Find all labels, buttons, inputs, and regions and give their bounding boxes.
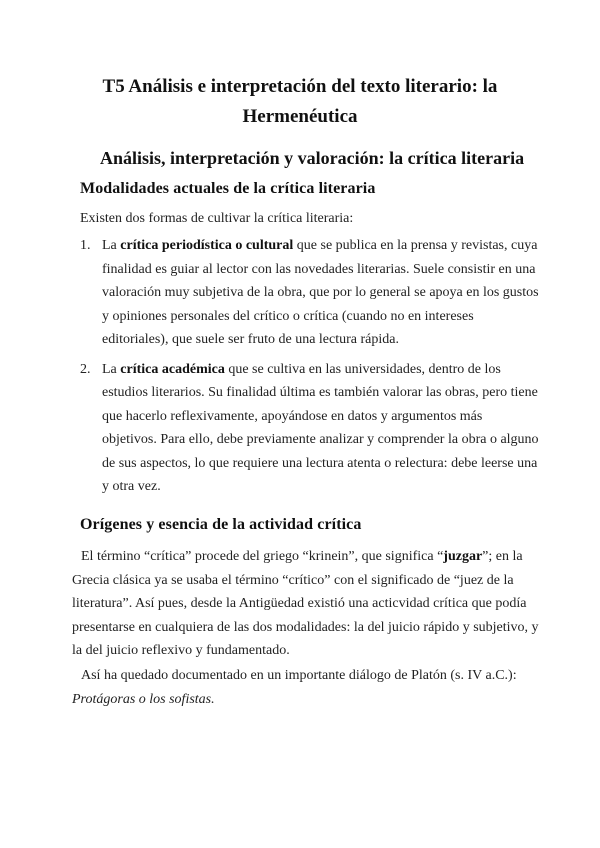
list-item-lead: La	[102, 361, 121, 377]
document-title: T5 Análisis e interpretación del texto literario: la Hermenéutica	[102, 76, 498, 127]
list-item-term: crítica periodística o cultural	[120, 238, 294, 253]
origins-text-start: El término “crítica” procede del griego “krinein”, que significa “	[81, 549, 444, 564]
origins-text-end: ”; en la Grecia clásica ya se usaba el término “crítico” con el significado de “juez de la literatura”. Así pues, desde la Antigüedad existió una acticvidad crítica que podía presentarse en cualquiera de las dos modalidades: la del juicio rápido y subjetivo, y la del juicio reflexivo y fundamentado.	[72, 549, 539, 658]
list-item-text: que se cultiva en las universidades, dentro de los estudios literarios. Su finalidad última es también valorar las obras, pero tiene que hacerlo reflexivamente, apoyándose en datos y argumentos más objetivos. Para ello, debe previamente analizar y comprender la obra o alguno de sus aspectos, lo que requiere una lectura atenta o relectura: debe leerse una y otra vez.	[102, 361, 539, 494]
list-number: 2.	[80, 361, 91, 377]
criticism-types-list	[80, 234, 540, 499]
document-subtitle: Análisis, interpretación y valoración: la crítica literaria	[100, 148, 525, 168]
section-heading-modalidades: Modalidades actuales de la crítica literaria	[80, 180, 376, 197]
section-heading-origenes: Orígenes y esencia de la actividad crítica	[80, 516, 362, 533]
origins-paragraph	[72, 545, 540, 663]
section-intro: Existen dos formas de cultivar la crítica literaria:	[80, 211, 354, 226]
list-number: 1.	[80, 238, 91, 253]
origins-term: juzgar	[443, 549, 483, 564]
list-item-term: crítica académica	[120, 361, 225, 377]
list-item	[80, 358, 540, 499]
list-item	[80, 234, 540, 352]
plato-work-title: Protágoras o los sofistas.	[72, 691, 215, 707]
plato-text: Así ha quedado documentado en un importante diálogo de Platón (s. IV a.C.):	[81, 668, 517, 683]
plato-paragraph	[72, 664, 540, 711]
list-item-lead: La	[102, 238, 121, 253]
list-item-text: que se publica en la prensa y revistas, cuya finalidad es guiar al lector con las novedades literarias. Suele consistir en una valoración muy subjetiva de la obra, que por lo general se apoya en los gustos y opiniones personales del crítico o crítica (cuando no en intereses editoriales), que suele ser fruto de una lectura rápida.	[102, 238, 539, 347]
